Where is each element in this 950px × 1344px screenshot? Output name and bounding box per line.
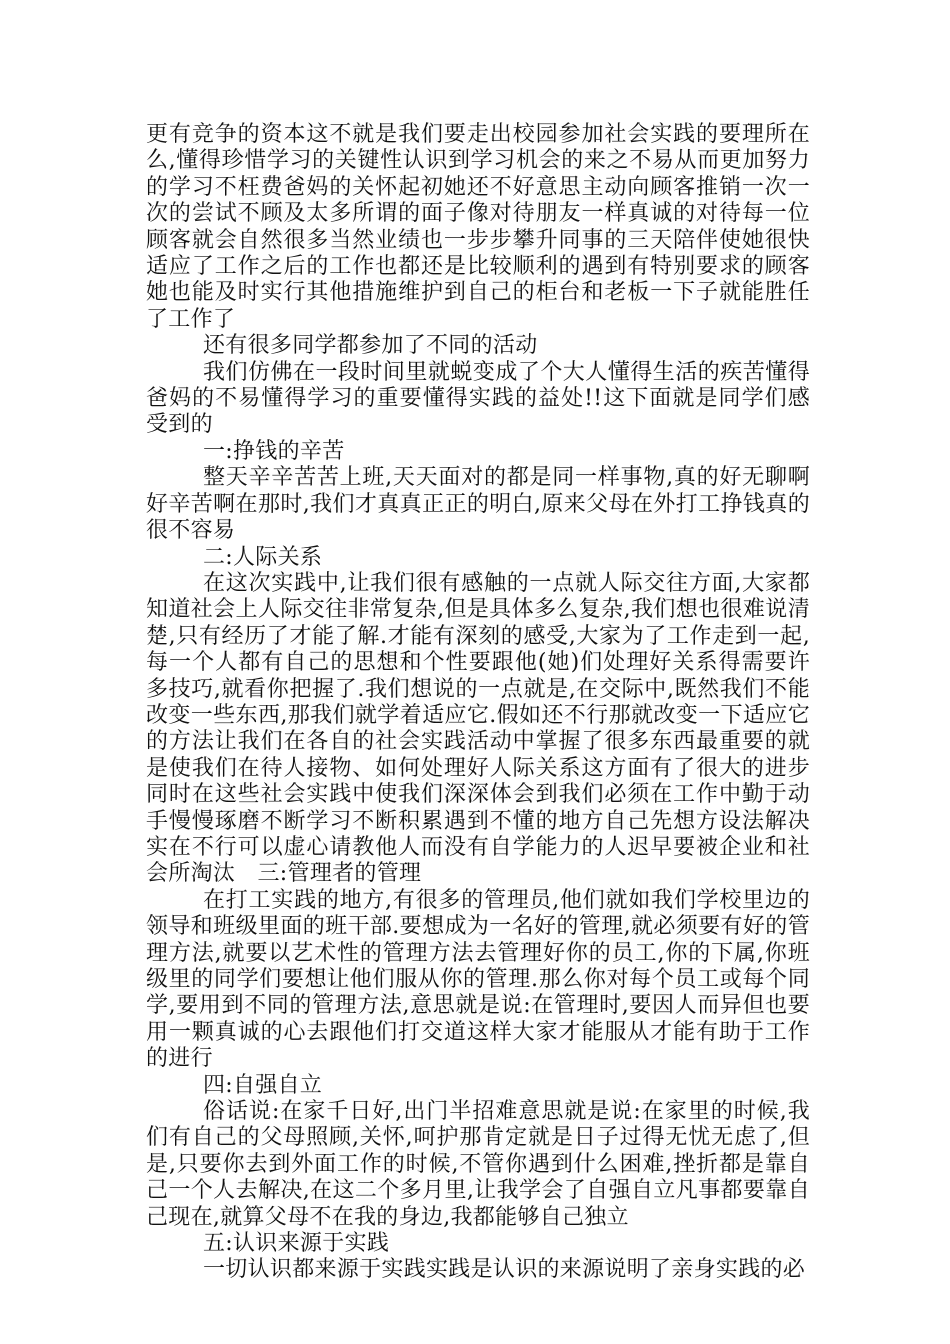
paragraph-practice: 一切认识都来源于实践实践是认识的来源说明了亲身实践的必 [203,1257,806,1283]
paragraph-continuation: 更有竞争的资本这不就是我们要走出校园参加社会实践的要理所在么,懂得珍惜学习的关键性认识到学习机会的来之不易从而更加努力的学习不枉费爸妈的关怀起初她还不好意思主动向顾客推销一次一次的尝试不顾及太多所谓的面子像对待朋友一样真诚的对待每一位顾客就会自然很多当然业绩也一步步攀升同事的三天陪伴使她很快适应了工作之后的工作也都还是比较顺利的遇到有特别要求的顾客她也能及时实行其他措施维护到自己的柜台和老板一下子就能胜任了工作了 [146,122,810,332]
section-heading-earning-money: 一:挣钱的辛苦 [203,438,345,464]
section-heading-relationships: 二:人际关系 [203,544,323,570]
paragraph-activities: 还有很多同学都参加了不同的活动 [203,333,538,359]
paragraph-management: 在打工实践的地方,有很多的管理员,他们就如我们学校里边的领导和班级里面的班干部.要想成为一名好的管理,就必须要有好的管理方法,就要以艺术性的管理方法去管理好你的员工,你的下属,你班级里的同学们要想让他们服从你的管理.那么你对每个员工或每个同学,要用到不同的管理方法,意思就是说:在管理时,要因人而异但也要用一颗真诚的心去跟他们打交道这样大家才能服从才能有助于工作的进行 [146,887,810,1072]
paragraph-transformation: 我们仿佛在一段时间里就蜕变成了个大人懂得生活的疾苦懂得爸妈的不易懂得学习的重要懂得实践的益处!!这下面就是同学们感受到的 [146,359,810,438]
paragraph-earning-money: 整天辛辛苦苦上班,天天面对的都是同一样事物,真的好无聊啊好辛苦啊在那时,我们才真真正正的明白,原来父母在外打工挣钱真的很不容易 [146,465,810,544]
section-heading-self-reliance: 四:自强自立 [203,1072,323,1098]
section-heading-practice: 五:认识来源于实践 [203,1231,390,1257]
paragraph-self-reliance: 俗话说:在家千日好,出门半招难意思就是说:在家里的时候,我们有自己的父母照顾,关怀,呵护那肯定就是日子过得无忧无虑了,但是,只要你去到外面工作的时候,不管你遇到什么困难,挫折都是靠自己一个人去解决,在这二个多月里,让我学会了自强自立凡事都要靠自己现在,就算父母不在我的身边,我都能够自己独立 [146,1099,810,1230]
document-body [146,122,810,1284]
paragraph-relationships: 在这次实践中,让我们很有感触的一点就人际交往方面,大家都知道社会上人际交往非常复杂,但是具体多么复杂,我们想也很难说清楚,只有经历了才能了解.才能有深刻的感受,大家为了工作走到一起,每一个人都有自己的思想和个性要跟他(她)们处理好关系得需要许多技巧,就看你把握了.我们想说的一点就是,在交际中,既然我们不能改变一些东西,那我们就学着适应它.假如还不行那就改变一下适应它的方法让我们在各自的社会实践活动中掌握了很多东西最重要的就是使我们在待人接物、如何处理好人际关系这方面有了很大的进步同时在这些社会实践中使我们深深体会到我们必须在工作中勤于动手慢慢琢磨不断学习不断积累遇到不懂的地方自己先想方设法解决实在不行可以虚心请教他人而没有自学能力的人迟早要被企业和社会所淘汰 三:管理者的管理 [146,570,810,887]
